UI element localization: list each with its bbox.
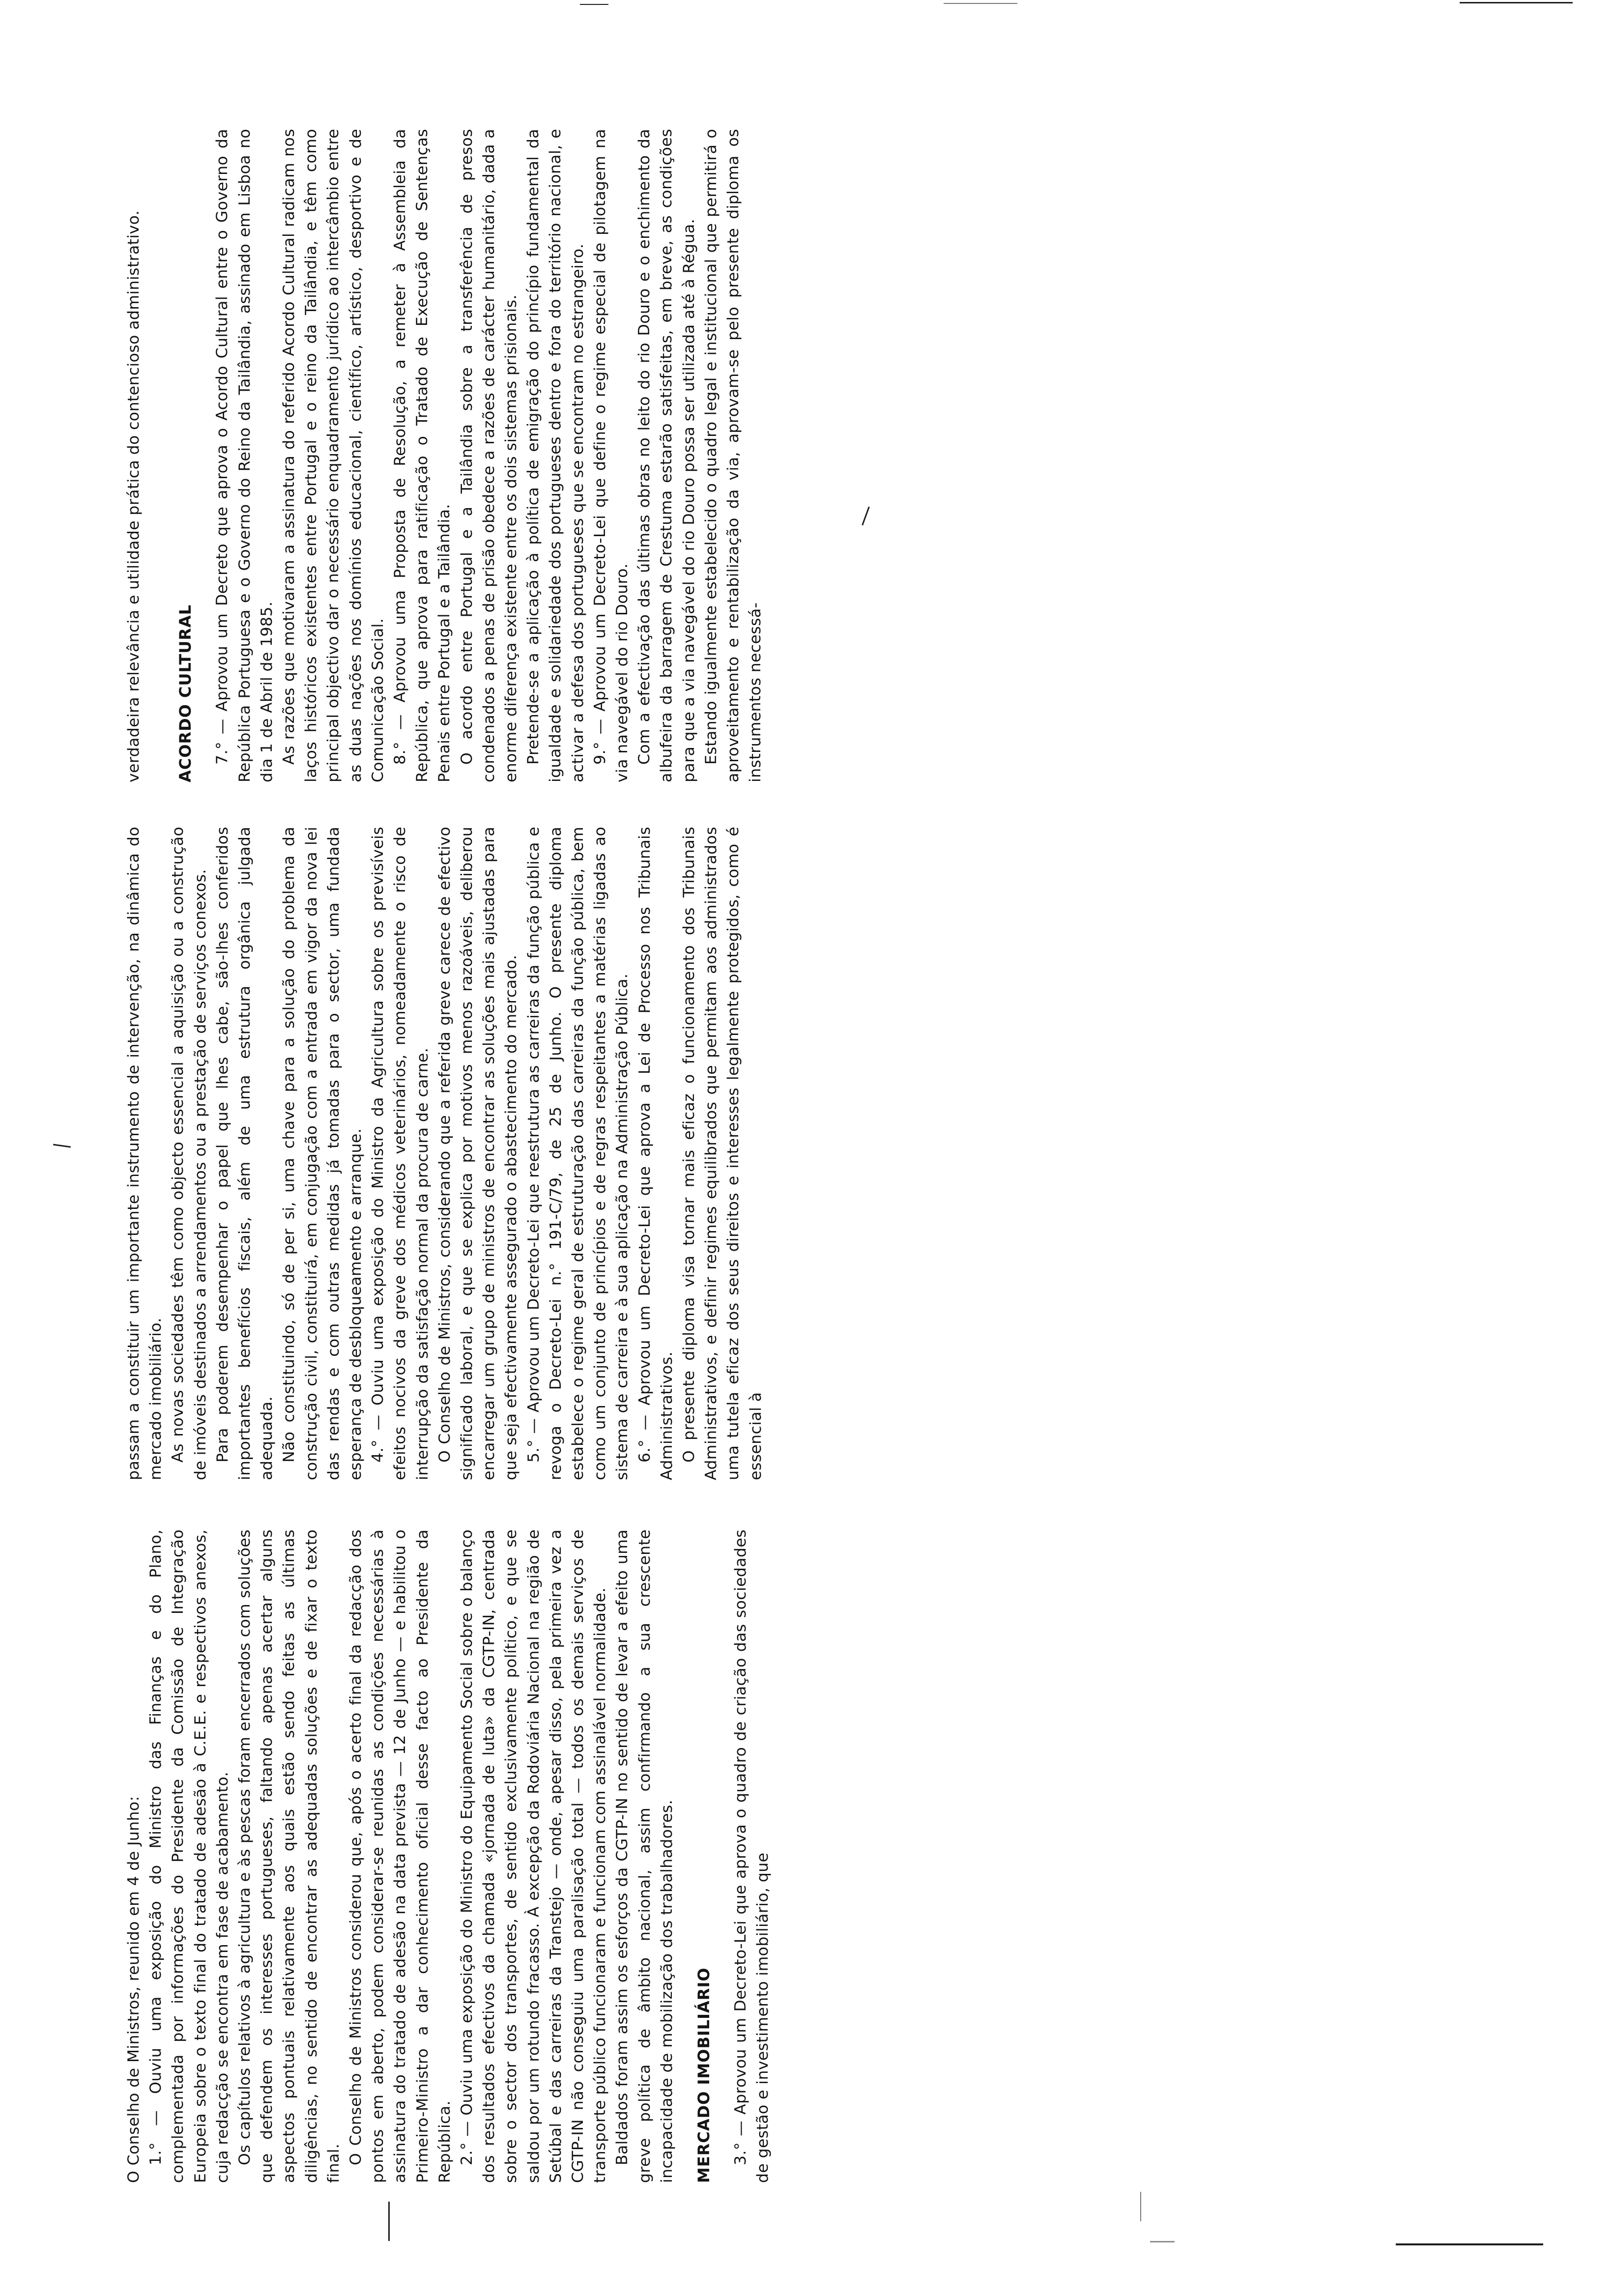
paragraph-item-5: 5.° — Aprovou um Decreto-Lei que reestrutura as carreiras da função pública e revoga o Decreto-Lei n.° 191-C/79, de 25 de Junho. O presente diploma estabelece o regime geral de estruturação das carreiras da função pública, bem como um conjunto de princípios e de regras respeitantes a matérias ligadas ao sistema de carreira e à sua aplicação na Administração Pública.	[524, 827, 632, 1480]
paragraph: O acordo entre Portugal e a Tailândia sobre a transferência de presos condenados a penas de prisão obedece a razões de carácter humanitário, dada a enorme diferença existente entre os dois sistemas prisionais.	[458, 129, 520, 782]
paragraph: As razões que motivaram a assinatura do referido Acordo Cultural radicam nos laços históricos existentes entre Portugal e o reino da Tailândia, e têm como principal objectivo dar o necessário enquadramento jurídico ao intercâmbio entre as duas nações nos domínios educacional, científico, artístico, desportivo e de Comunicação Social.	[280, 129, 387, 782]
paragraph-continuation: verdadeira relevância e utilidade prática do contencioso administrativo.	[125, 210, 143, 782]
scan-artifact	[1460, 2, 1573, 3]
scan-artifact	[580, 4, 608, 5]
paragraph-item-9: 9.° — Aprovou um Decreto-Lei que define o regime especial de pilotagem na via navegável do rio Douro.	[591, 129, 632, 782]
paragraph: Não constituindo, só de per si, uma chave para a solução do problema da construção civil, constituirá, em conjugação com a entrada em vigor da nova lei das rendas e com outras medidas já tomadas para o sector, uma fundada esperança de desbloqueamento e arranque.	[280, 827, 365, 1480]
paragraph: O presente diploma visa tornar mais eficaz o funcionamento dos Tribunais Administrativos, e definir regimes equilibrados que permitam aos administrados uma tutela eficaz dos seus direitos e interesses legalmente protegidos, como é essencial à	[680, 827, 765, 1480]
paragraph-item-3: 3.° — Aprovou um Decreto-Lei que aprova o quadro de criação das sociedades de gestão e investimento imobiliário, que	[732, 1529, 772, 2183]
paragraph-item-8: 8.° — Aprovou uma Proposta de Resolução, a remeter à Assembleia da República, que aprova para ratificação o Tratado de Execução de Sentenças Penais entre Portugal e a Tailândia.	[391, 129, 454, 782]
section-heading-mercado-imobiliario: MERCADO IMOBILIÁRIO	[694, 1967, 714, 2183]
paragraph: Baldados foram assim os esforços da CGTP-IN no sentido de levar a efeito uma greve política de âmbito nacional, assim confirmando a sua crescente incapacidade de mobilização dos trabalhadores.	[613, 1529, 676, 2183]
paragraph-continuation: passam a constituir um importante instrumento de intervenção, na dinâmica do mercado imobiliário.	[125, 827, 165, 1480]
section-heading-acordo-cultural: ACORDO CULTURAL	[176, 604, 195, 782]
paragraph: Para poderem desempenhar o papel que lhes cabe, são-lhes conferidos importantes benefícios fiscais, além de uma estrutura orgânica julgada adequada.	[213, 827, 276, 1480]
paragraph: Com a efectivação das últimas obras no leito do rio Douro e o enchimento da albufeira da barragem de Crestuma estarão satisfeitas, em breve, as condições para que a via navegável do rio Douro possa ser utilizada até à Régua.	[635, 129, 698, 782]
paragraph: As novas sociedades têm como objecto essencial a aquisição ou a construção de imóveis destinados a arrendamentos ou a prestação de serviços conexos.	[169, 827, 209, 1480]
scan-artifact	[1150, 2241, 1175, 2242]
scan-artifact	[1396, 2243, 1543, 2245]
paragraph-item-4: 4.° — Ouviu uma exposição do Ministro da Agricultura sobre os previsíveis efeitos nocivos da greve dos médicos veterinários, nomeadamente o risco de interrupção da satisfação normal da procura de carne.	[369, 827, 432, 1480]
paragraph-item-7: 7.° — Aprovou um Decreto que aprova o Acordo Cultural entre o Governo da República Portuguesa e o Governo do Reino da Tailândia, assinado em Lisboa no dia 1 de Abril de 1985.	[213, 129, 276, 782]
scan-artifact	[1140, 2192, 1141, 2221]
paragraph-item-6: 6.° — Aprovou um Decreto-Lei que aprova a Lei de Processo nos Tribunais Administrativos.	[635, 827, 676, 1480]
column-1	[123, 1529, 775, 2183]
scan-artifact	[388, 2202, 390, 2241]
meeting-intro: O Conselho de Ministros, reunido em 4 de Junho:	[125, 1796, 143, 2183]
paragraph: O Conselho de Ministros considerou que, após o acerto final da redacção dos pontos em aberto, podem considerar-se reunidas as condições necessárias à assinatura do tratado de adesão na data prevista — 12 de Junho — e habilitou o Primeiro-Ministro a dar conhecimento oficial desse facto ao Presidente da República.	[347, 1529, 454, 2183]
column-3	[123, 129, 767, 782]
column-2	[123, 827, 767, 1480]
paragraph: Pretende-se a aplicação à política de emigração do princípio fundamental da igualdade e solidariedade dos portugueses dentro e fora do território nacional, e activar a defesa dos portugueses que se encontram no estrangeiro.	[524, 129, 587, 782]
paragraph: Os capítulos relativos à agricultura e às pescas foram encerrados com soluções que defendem os interesses portugueses, faltando apenas acertar alguns aspectos pontuais relativamente aos quais estão sendo feitas as últimas diligências, no sentido de encontrar as adequadas soluções e de fixar o texto final.	[236, 1529, 343, 2183]
paragraph-item-1: 1.° — Ouviu uma exposição do Ministro das Finanças e do Plano, complementada por informações do Presidente da Comissão de Integração Europeia sobre o texto final do tratado de adesão à C.E.E. e respectivos anexos, cuja redacção se encontra em fase de acabamento.	[147, 1529, 231, 2183]
scan-artifact	[944, 3, 1017, 4]
paragraph: Estando igualmente estabelecido o quadro legal e institucional que permitirá o aproveitamento e rentabilização da via, aprovam-se pelo presente diploma os instrumentos necessá-	[702, 129, 765, 782]
paragraph: O Conselho de Ministros, considerando que a referida greve carece de efectivo significado laboral, e que se explica por motivos menos razoáveis, deliberou encarregar um grupo de ministros de encontrar as soluções mais ajustadas para que seja efectivamente assegurado o abastecimento do mercado.	[435, 827, 520, 1480]
paragraph-item-2: 2.° — Ouviu uma exposição do Ministro do Equipamento Social sobre o balanço dos resultados efectivos da chamada «jornada de luta» da CGTP-IN, centrada sobre o sector dos transportes, de sentido exclusivamente político, e que se saldou por um rotundo fracasso. À excepção da Rodoviária Nacional na região de Setúbal e das carreiras da Transtejo — onde, apesar disso, pela primeira vez a CGTP-IN não conseguiu uma paralisação total — todos os demais serviços de transporte público funcionaram e funcionam com assinalável normalidade.	[458, 1529, 609, 2183]
